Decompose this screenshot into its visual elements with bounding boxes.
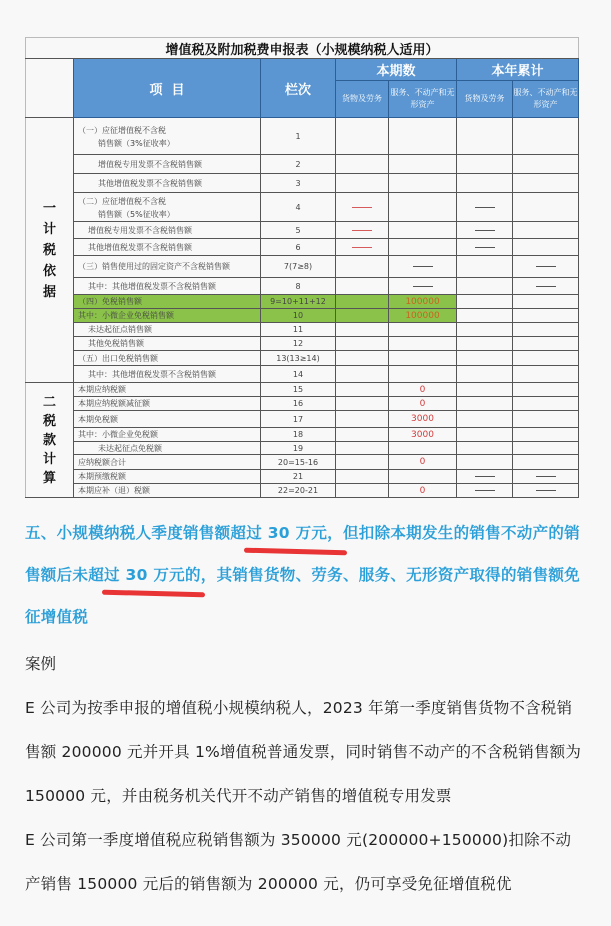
row-no: 19 xyxy=(261,442,336,455)
cell[interactable] xyxy=(513,366,579,383)
value-text: 0 xyxy=(419,485,426,496)
row-item xyxy=(74,193,261,222)
cell-dash xyxy=(336,239,389,256)
cell[interactable] xyxy=(389,323,457,337)
row-no: 11 xyxy=(261,323,336,337)
row-no: 1 xyxy=(261,118,336,155)
cell[interactable] xyxy=(513,118,579,155)
value-text: 100000 xyxy=(405,296,440,307)
cell-dash xyxy=(457,193,513,222)
cell[interactable] xyxy=(457,309,513,323)
cell-dash xyxy=(336,222,389,239)
row-item: 未达起征点免税额 xyxy=(74,442,261,455)
table-row xyxy=(26,455,579,470)
table-row-highlighted xyxy=(26,295,579,309)
cell-dash xyxy=(457,470,513,484)
case-paragraph-2: E 公司第一季度增值税应税销售额为 350000 元(200000+150000)扣除不动产销售 150000 元后的销售额为 200000 元，仍可享受免征增值税优 xyxy=(25,831,572,893)
row-no: 22=20-21 xyxy=(261,484,336,498)
dash-mark xyxy=(475,476,495,477)
cell[interactable] xyxy=(389,155,457,174)
row-item: 应纳税额合计 xyxy=(74,455,261,470)
row-item: 其中：小微企业免税销售额 xyxy=(74,309,261,323)
row-no: 20=15-16 xyxy=(261,455,336,470)
row-no: 2 xyxy=(261,155,336,174)
row-item: 未达起征点销售额 xyxy=(74,323,261,337)
row-item: （四）免税销售额 xyxy=(74,295,261,309)
cell[interactable] xyxy=(513,337,579,351)
cell[interactable] xyxy=(336,295,389,309)
cell[interactable] xyxy=(336,455,389,470)
cell[interactable] xyxy=(389,366,457,383)
cell[interactable] xyxy=(336,351,389,366)
table-row xyxy=(26,428,579,442)
cell[interactable] xyxy=(457,174,513,193)
cell[interactable] xyxy=(389,351,457,366)
row-no: 10 xyxy=(261,309,336,323)
row-item: 其他增值税发票不含税销售额 xyxy=(74,174,261,193)
dash-mark xyxy=(413,286,433,287)
row-item: 增值税专用发票不含税销售额 xyxy=(74,222,261,239)
row-no: 8 xyxy=(261,278,336,295)
table-row xyxy=(26,411,579,428)
cell[interactable] xyxy=(389,118,457,155)
cell[interactable] xyxy=(513,428,579,442)
row-item: （三）销售使用过的固定资产不含税销售额 xyxy=(74,256,261,278)
row-item: 本期免税额 xyxy=(74,411,261,428)
row-item: 本期预缴税额 xyxy=(74,470,261,484)
dash-mark xyxy=(413,266,433,267)
vat-return-table xyxy=(25,37,579,498)
row-no: 12 xyxy=(261,337,336,351)
article-body xyxy=(25,512,585,906)
row-no: 14 xyxy=(261,366,336,383)
table-row xyxy=(26,239,579,256)
row-item: （五）出口免税销售额 xyxy=(74,351,261,366)
case-paragraph-1: E 公司为按季申报的增值税小规模纳税人，2023 年第一季度销售货物不含税销售额 200000 元并开具 1%增值税普通发票，同时销售不动产的不含税销售额为 150000 元，并由税务机关代开不动产销售的增值税专用发票 xyxy=(25,699,582,805)
cell[interactable] xyxy=(513,323,579,337)
cell[interactable] xyxy=(336,323,389,337)
cell[interactable] xyxy=(457,442,513,455)
cell[interactable] xyxy=(457,155,513,174)
row-no: 16 xyxy=(261,397,336,411)
value-text: 3000 xyxy=(411,414,434,424)
cell[interactable] xyxy=(513,295,579,309)
table-row xyxy=(26,118,579,155)
header-column-no: 栏次 xyxy=(261,59,336,118)
cell[interactable] xyxy=(513,442,579,455)
cell[interactable] xyxy=(457,295,513,309)
cell[interactable] xyxy=(336,337,389,351)
cell[interactable] xyxy=(336,397,389,411)
header-goods-labor-ytd: 货物及劳务 xyxy=(457,81,513,118)
cell[interactable] xyxy=(336,411,389,428)
table-row xyxy=(26,256,579,278)
table-row xyxy=(26,351,579,366)
cell-value[interactable] xyxy=(389,295,457,309)
section-label-tax-calc xyxy=(26,383,74,498)
cell-dash xyxy=(336,193,389,222)
form-title: 增值税及附加税费申报表（小规模纳税人适用） xyxy=(26,38,579,59)
cell[interactable] xyxy=(457,256,513,278)
table-row xyxy=(26,366,579,383)
cell[interactable] xyxy=(457,323,513,337)
section-label-tax-basis xyxy=(26,118,74,383)
cell[interactable] xyxy=(457,337,513,351)
cell[interactable] xyxy=(336,470,389,484)
cell-dash xyxy=(389,256,457,278)
cell[interactable] xyxy=(513,239,579,256)
row-no: 5 xyxy=(261,222,336,239)
header-current-period: 本期数 xyxy=(336,59,457,81)
row-no: 3 xyxy=(261,174,336,193)
row-no: 15 xyxy=(261,383,336,397)
cell[interactable] xyxy=(336,174,389,193)
dash-mark xyxy=(536,266,556,267)
row-item-line1: （一）应征增值税不含税 xyxy=(78,125,166,135)
table-row xyxy=(26,323,579,337)
heading-text: 但扣除本期发生的销售不动产的销售额后未超 xyxy=(25,524,580,584)
cell[interactable] xyxy=(513,174,579,193)
cell-value[interactable] xyxy=(389,383,457,397)
row-no: 6 xyxy=(261,239,336,256)
case-label: 案例 xyxy=(25,655,57,673)
cell[interactable] xyxy=(389,470,457,484)
table-row xyxy=(26,174,579,193)
cell-value[interactable] xyxy=(389,455,457,470)
row-item: 本期应纳税额 xyxy=(74,383,261,397)
cell[interactable] xyxy=(513,193,579,222)
value-text: 0 xyxy=(419,398,426,409)
cell[interactable] xyxy=(513,351,579,366)
cell-dash xyxy=(513,470,579,484)
heading-underlined-text: 过 30 万元的 xyxy=(104,566,201,584)
heading-text: ，其销售货物、劳务、服务、无形资产取得的销售额免征增值税 xyxy=(25,566,580,626)
cell[interactable] xyxy=(513,155,579,174)
dash-mark xyxy=(352,247,372,248)
cell[interactable] xyxy=(336,383,389,397)
cell-dash xyxy=(457,484,513,498)
row-no: 7(7≥8) xyxy=(261,256,336,278)
cell[interactable] xyxy=(389,239,457,256)
cell[interactable] xyxy=(457,278,513,295)
cell-value[interactable] xyxy=(389,397,457,411)
dash-mark xyxy=(352,230,372,231)
row-no: 21 xyxy=(261,470,336,484)
dash-mark xyxy=(352,207,372,208)
cell[interactable] xyxy=(457,383,513,397)
table-row xyxy=(26,278,579,295)
cell[interactable] xyxy=(336,118,389,155)
row-item: 本期应纳税额减征额 xyxy=(74,397,261,411)
table-row xyxy=(26,383,579,397)
table-row xyxy=(26,442,579,455)
cell-dash xyxy=(457,239,513,256)
dash-mark xyxy=(475,490,495,491)
cell[interactable] xyxy=(513,383,579,397)
row-no: 4 xyxy=(261,193,336,222)
cell[interactable] xyxy=(457,428,513,442)
heading-text: 五、小规模纳税人季度销售额超 xyxy=(25,524,247,542)
row-item-line2: 销售额（5%征收率） xyxy=(98,209,175,219)
cell[interactable] xyxy=(457,455,513,470)
cell[interactable] xyxy=(389,222,457,239)
cell[interactable] xyxy=(513,411,579,428)
cell-value[interactable] xyxy=(389,411,457,428)
cell[interactable] xyxy=(513,455,579,470)
value-text: 0 xyxy=(419,384,426,395)
cell-dash xyxy=(389,278,457,295)
cell-dash xyxy=(457,222,513,239)
header-year-to-date: 本年累计 xyxy=(457,59,579,81)
row-no: 9=10+11+12 xyxy=(261,295,336,309)
table-row xyxy=(26,337,579,351)
value-text: 100000 xyxy=(405,310,440,321)
cell-value[interactable] xyxy=(389,428,457,442)
cell[interactable] xyxy=(336,309,389,323)
row-no: 18 xyxy=(261,428,336,442)
tax-return-form xyxy=(25,37,578,498)
dash-mark xyxy=(536,286,556,287)
section-heading xyxy=(25,512,585,638)
cell[interactable] xyxy=(336,155,389,174)
cell[interactable] xyxy=(336,366,389,383)
cell-dash xyxy=(513,278,579,295)
cell[interactable] xyxy=(513,309,579,323)
cell[interactable] xyxy=(389,193,457,222)
cell-value[interactable] xyxy=(389,484,457,498)
row-item: 其中：小微企业免税额 xyxy=(74,428,261,442)
dash-mark xyxy=(475,230,495,231)
table-row xyxy=(26,397,579,411)
cell[interactable] xyxy=(457,397,513,411)
dash-mark xyxy=(475,207,495,208)
row-item: 其中：其他增值税发票不含税销售额 xyxy=(74,366,261,383)
header-services-property-ytd: 服务、不动产和无形资产 xyxy=(513,81,579,118)
cell[interactable] xyxy=(336,428,389,442)
value-text: 0 xyxy=(419,457,426,467)
cell[interactable] xyxy=(457,118,513,155)
cell[interactable] xyxy=(389,442,457,455)
table-row xyxy=(26,155,579,174)
table-row xyxy=(26,222,579,239)
cell[interactable] xyxy=(336,256,389,278)
cell-dash xyxy=(513,484,579,498)
cell[interactable] xyxy=(336,442,389,455)
cell[interactable] xyxy=(389,337,457,351)
dash-mark xyxy=(475,247,495,248)
row-item: 本期应补（退）税额 xyxy=(74,484,261,498)
cell-value[interactable] xyxy=(389,309,457,323)
header-item: 项 目 xyxy=(74,59,261,118)
heading-underlined-text: 过 30 万元， xyxy=(246,524,343,542)
header-goods-labor: 货物及劳务 xyxy=(336,81,389,118)
cell[interactable] xyxy=(336,484,389,498)
dash-mark xyxy=(536,490,556,491)
cell-dash xyxy=(513,256,579,278)
row-item: 其中：其他增值税发票不含税销售额 xyxy=(74,278,261,295)
section-text: 二税款计算 xyxy=(42,394,56,486)
row-item: 其他增值税发票不含税销售额 xyxy=(74,239,261,256)
section-text: 一计税依据 xyxy=(42,200,56,300)
table-row xyxy=(26,193,579,222)
row-item-line1: （二）应征增值税不含税 xyxy=(78,196,166,206)
row-item: 增值税专用发票不含税销售额 xyxy=(74,155,261,174)
row-item xyxy=(74,118,261,155)
header-services-property: 服务、不动产和无形资产 xyxy=(389,81,457,118)
table-row-highlighted xyxy=(26,309,579,323)
value-text: 3000 xyxy=(411,429,434,440)
row-no: 17 xyxy=(261,411,336,428)
cell[interactable] xyxy=(336,278,389,295)
cell[interactable] xyxy=(457,411,513,428)
header-blank xyxy=(26,59,74,118)
cell[interactable] xyxy=(513,397,579,411)
cell[interactable] xyxy=(457,351,513,366)
row-item: 其他免税销售额 xyxy=(74,337,261,351)
row-item-line2: 销售额（3%征收率） xyxy=(98,138,175,148)
dash-mark xyxy=(536,476,556,477)
row-no: 13(13≥14) xyxy=(261,351,336,366)
cell[interactable] xyxy=(513,222,579,239)
table-row xyxy=(26,470,579,484)
table-row xyxy=(26,484,579,498)
cell[interactable] xyxy=(389,174,457,193)
cell[interactable] xyxy=(457,366,513,383)
